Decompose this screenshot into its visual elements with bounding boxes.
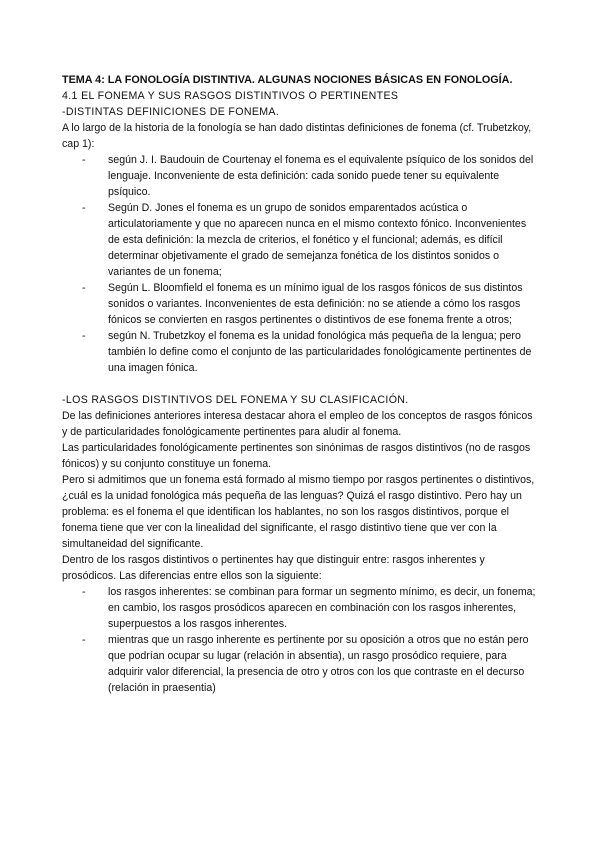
dash-bullet: - — [82, 586, 86, 598]
document-title: TEMA 4: LA FONOLOGÍA DISTINTIVA. ALGUNAS NOCIONES BÁSICAS EN FONOLOGÍA. — [62, 74, 513, 86]
list-item — [82, 280, 540, 328]
paragraph: Dentro de los rasgos distintivos o pertinentes hay que distinguir entre: rasgos inherentes y prosódicos. Las diferencias entre ellos son la siguiente: — [62, 554, 485, 582]
dash-bullet: - — [82, 634, 86, 646]
section-heading-rasgos: -LOS RASGOS DISTINTIVOS DEL FONEMA Y SU CLASIFICACIÓN. — [62, 394, 409, 406]
subheading-definiciones: -DISTINTAS DEFINICIONES DE FONEMA. — [62, 106, 280, 118]
list-item — [82, 200, 540, 280]
spacer — [62, 376, 540, 392]
list-item-text: los rasgos inherentes: se combinan para formar un segmento mínimo, es decir, un fonema; en cambio, los rasgos prosódicos aparecen en combinación con los rasgos inherentes, superpuestos a los rasgos inherentes. — [108, 586, 536, 630]
dash-bullet: - — [82, 202, 86, 214]
list-item-text: según N. Trubetzkoy el fonema es la unidad fonológica más pequeña de la lengua; pero también lo define como el conjunto de las particularidades fonológicamente pertinentes de una imagen fónica. — [108, 330, 532, 374]
differences-list — [62, 584, 540, 696]
dash-bullet: - — [82, 154, 86, 166]
list-item — [82, 152, 540, 200]
list-item-text: mientras que un rasgo inherente es pertinente por su oposición a otros que no están pero que podrían ocupar su lugar (relación in absentia), un rasgo prosódico requiere, para adquirir valor diferencial, la presencia de otro y otros con los que contraste en el decurso (relación in praesentia) — [108, 634, 529, 694]
list-item-text: Según D. Jones el fonema es un grupo de sonidos emparentados acústica o articulatoriamente y que no aparecen nunca en el mismo contexto fónico. Inconvenientes de esta definición: la mezcla de criterios, el fonético y el funcional; además, es difícil determinar objetivamente el grado de semejanza fonética de los distintos sonidos o variantes de un fonema; — [108, 202, 527, 278]
dash-bullet: - — [82, 330, 86, 342]
list-item — [82, 632, 540, 696]
paragraph: Pero si admitimos que un fonema está formado al mismo tiempo por rasgos pertinentes o distintivos, ¿cuál es la unidad fonológica más pequeña de las lenguas? Quizá el rasgo distintivo. Pero hay un problema: es el fonema el que identifican los hablantes, no son los rasgos distintivos, porque el fonema tiene que ver con la linealidad del significante, el rasgo distintivo tiene que ver con la simultaneidad del significante. — [62, 474, 535, 550]
document-page — [62, 72, 540, 696]
paragraph: De las definiciones anteriores interesa destacar ahora el empleo de los conceptos de rasgos fónicos y de particularidades fonológicamente pertinentes para aludir al fonema. — [62, 410, 533, 438]
dash-bullet: - — [82, 282, 86, 294]
paragraph: Las particularidades fonológicamente pertinentes son sinónimas de rasgos distintivos (no de rasgos fónicos) y su conjunto constituye un fonema. — [62, 442, 531, 470]
definitions-list — [62, 152, 540, 376]
list-item-text: según J. I. Baudouin de Courtenay el fonema es el equivalente psíquico de los sonidos del lenguaje. Inconveniente de esta definición: cada sonido puede tener su equivalente psíquico. — [108, 154, 534, 198]
intro-paragraph: A lo largo de la historia de la fonología se han dado distintas definiciones de fonema (cf. Trubetzkoy, cap 1): — [62, 122, 532, 150]
section-heading-fonema: 4.1 EL FONEMA Y SUS RASGOS DISTINTIVOS O PERTINENTES — [62, 90, 399, 102]
list-item-text: Según L. Bloomfield el fonema es un mínimo igual de los rasgos fónicos de sus distintos sonidos o variantes. Inconvenientes de esta definición: no se atiende a cómo los rasgos fónicos se convierten en rasgos pertinentes o distintivos de ese fonema frente a otros; — [108, 282, 523, 326]
list-item — [82, 584, 540, 632]
list-item — [82, 328, 540, 376]
